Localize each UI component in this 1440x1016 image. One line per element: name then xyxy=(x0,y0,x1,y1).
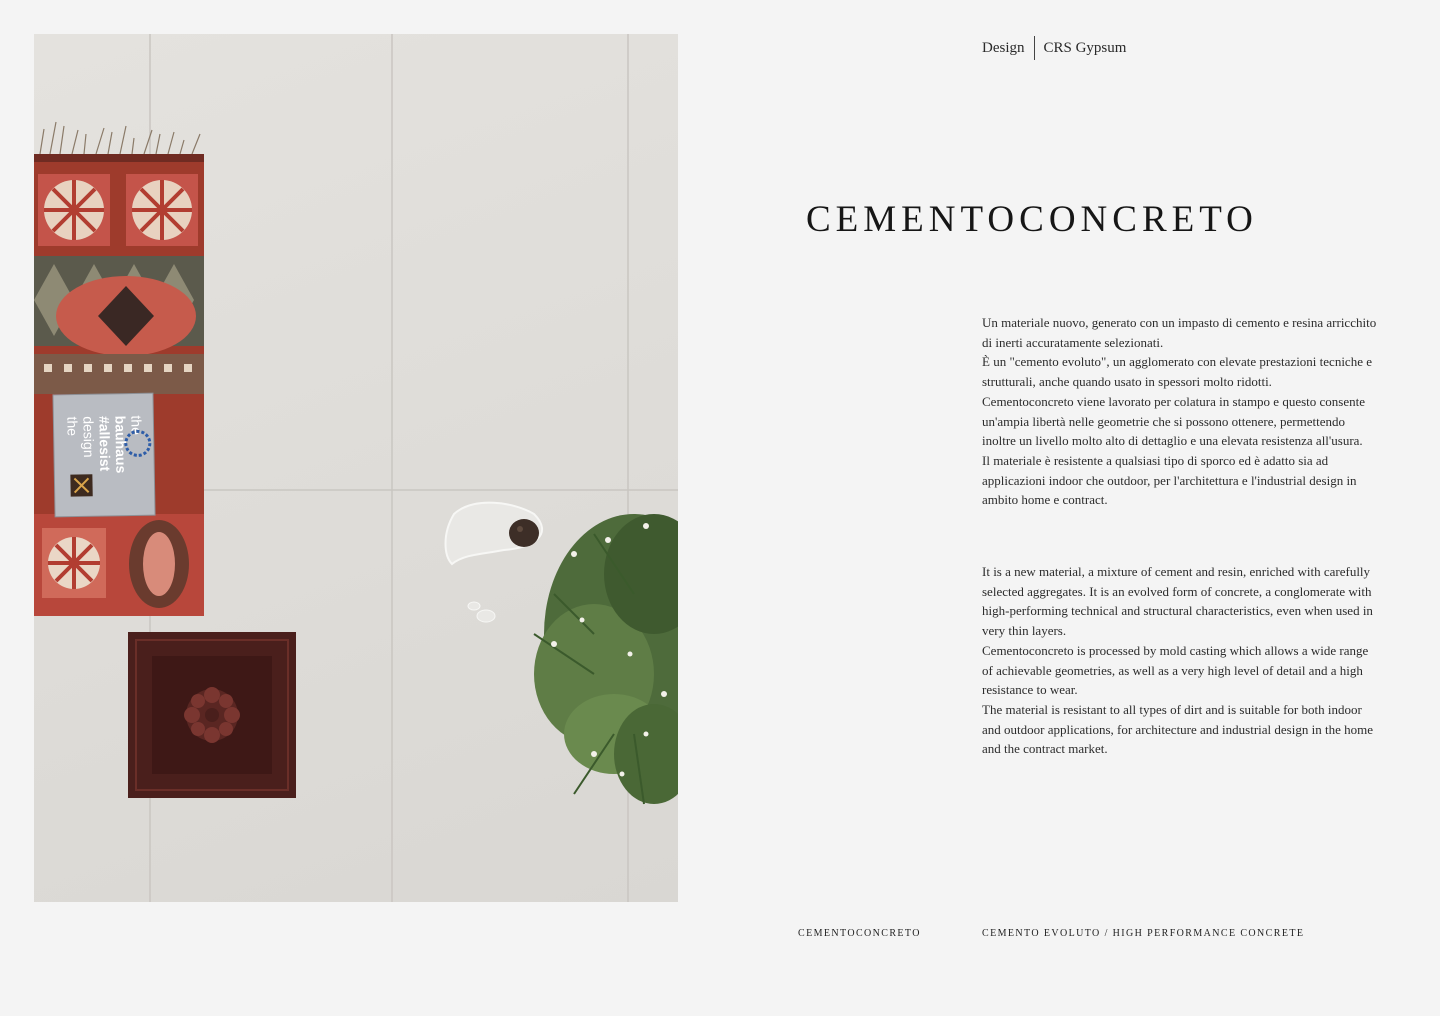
header-divider xyxy=(1034,36,1035,60)
ceramic-tile xyxy=(128,632,296,798)
english-paragraph-2: Cementoconcreto is processed by mold casting which allows a wide range of achievable geometries, as well as a very high level of detail and a high resistance to wear. xyxy=(982,642,1369,698)
water-and-stone xyxy=(446,503,543,622)
book-title-line-3: #allesist xyxy=(96,415,114,472)
book xyxy=(53,393,155,517)
italian-description xyxy=(982,313,1377,510)
english-paragraph-3: The material is resistant to all types of dirt and is suitable for both indoor and outdoor applications, for architecture and industrial design in the home and the contract market. xyxy=(982,701,1373,757)
book-title-line-2: bauhaus xyxy=(112,415,130,474)
italian-paragraph-1: Un materiale nuovo, generato con un impasto di cemento e resina arricchito di inerti accuratamente selezionati. xyxy=(982,315,1377,350)
book-title-line-1: the xyxy=(128,415,145,436)
footer-tagline: CEMENTO EVOLUTO / HIGH PERFORMANCE CONCRETE xyxy=(982,928,1305,939)
italian-paragraph-2: È un "cemento evoluto", un agglomerato con elevate prestazioni tecniche e strutturali, anche quando usato in spessori molto ridotti. xyxy=(982,354,1372,390)
page-header xyxy=(982,36,1126,60)
photo-illustration xyxy=(34,34,678,902)
brand-label: CRS Gypsum xyxy=(1043,39,1127,56)
footer-product-name: CEMENTOCONCRETO xyxy=(798,928,921,939)
product-photo xyxy=(34,34,678,902)
book-title-line-5: the xyxy=(64,416,81,437)
patterned-rug xyxy=(34,154,204,616)
page-title: CEMENTOCONCRETO xyxy=(806,199,1258,240)
section-label: Design xyxy=(982,39,1025,56)
english-description xyxy=(982,562,1377,759)
italian-paragraph-4: Il materiale è resistente a qualsiasi tipo di sporco ed è adatto sia ad applicazioni indoor che outdoor, per l'architettura e l'industrial design in ambito home e contract. xyxy=(982,452,1357,508)
english-paragraph-1: It is a new material, a mixture of cement and resin, enriched with carefully selected aggregates. It is an evolved form of concrete, a conglomerate with high-performing technical and structural characteristics, even when used in very thin layers. xyxy=(982,564,1373,639)
plant xyxy=(534,514,678,804)
rug-fringe xyxy=(40,122,200,154)
book-title-line-4: design xyxy=(80,416,98,458)
italian-paragraph-3: Cementoconcreto viene lavorato per colatura in stampo e questo consente un'ampia libertà nelle geometrie che si possono ottenere, permettendo inoltre un livello molto alto di dettaglio e una elevata resistenza all'usura. xyxy=(982,393,1365,449)
